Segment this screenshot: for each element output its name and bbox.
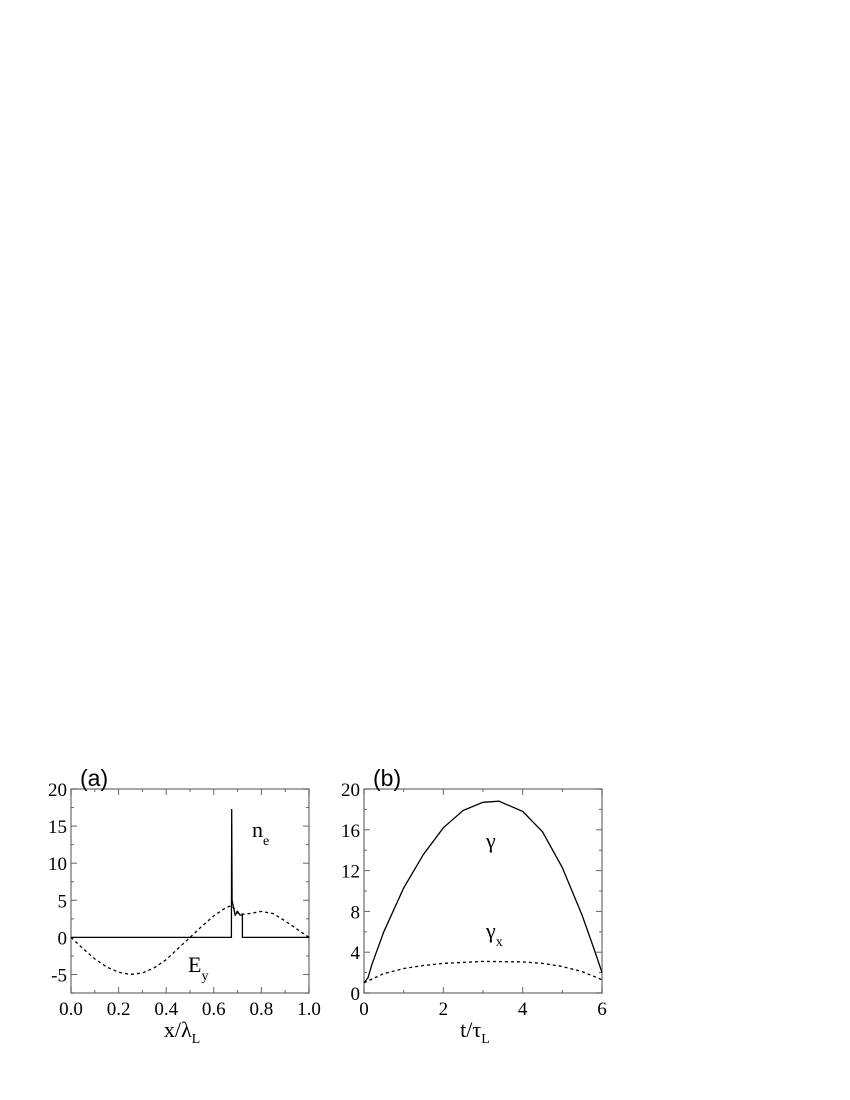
panel-label: (a) [80, 765, 109, 791]
x-tick-label: 0.0 [59, 999, 83, 1020]
plot-frame [364, 789, 602, 993]
y-tick-label: 15 [48, 817, 67, 839]
x-tick-label: 6 [597, 999, 607, 1020]
x-tick-label: 1.0 [297, 999, 321, 1020]
series-line-solid [71, 809, 309, 937]
y-tick-label: 10 [48, 854, 67, 876]
y-tick-label: 20 [341, 780, 360, 801]
x-axis-label: $t/\tau_L$ [460, 1017, 490, 1047]
y-tick-label: 0 [350, 984, 360, 1005]
series-line-dashed [364, 961, 602, 982]
y-tick-label: 0 [57, 928, 67, 950]
panel-label: (b) [373, 765, 402, 791]
x-tick-label: 0.8 [249, 999, 274, 1020]
y-tick-label: -5 [51, 965, 67, 987]
y-tick-label: 16 [341, 820, 360, 842]
y-tick-label: 8 [350, 902, 360, 924]
series-label-sub: y [201, 969, 209, 984]
x-tick-label: 4 [517, 999, 528, 1020]
series-label-sub: e [263, 834, 270, 849]
x-axis-label: $x/\lambda_L$ [163, 1017, 201, 1047]
x-tick-label: 0.2 [106, 999, 131, 1020]
y-tick-label: 5 [57, 891, 67, 913]
x-tick-label: 2 [438, 999, 449, 1020]
x-tick-label: 0 [359, 999, 369, 1020]
series-label: $\gamma_x$ [486, 918, 503, 950]
panel-b [341, 765, 607, 1047]
y-tick-label: 12 [341, 861, 360, 883]
series-label: γ [486, 828, 496, 853]
x-axis-label-sub: L [481, 1032, 490, 1047]
y-tick-label: 4 [350, 943, 360, 965]
panel-a [48, 765, 321, 1047]
series-line-solid [364, 801, 602, 983]
x-axis-label-sub: L [191, 1032, 201, 1047]
x-tick-label: 0.4 [154, 999, 179, 1020]
series-label: $n_e$ [252, 817, 270, 849]
series-label-sub: x [495, 935, 503, 950]
series-label: $E_y$ [188, 952, 209, 984]
x-tick-label: 0.6 [201, 999, 226, 1020]
y-tick-label: 20 [48, 780, 67, 801]
